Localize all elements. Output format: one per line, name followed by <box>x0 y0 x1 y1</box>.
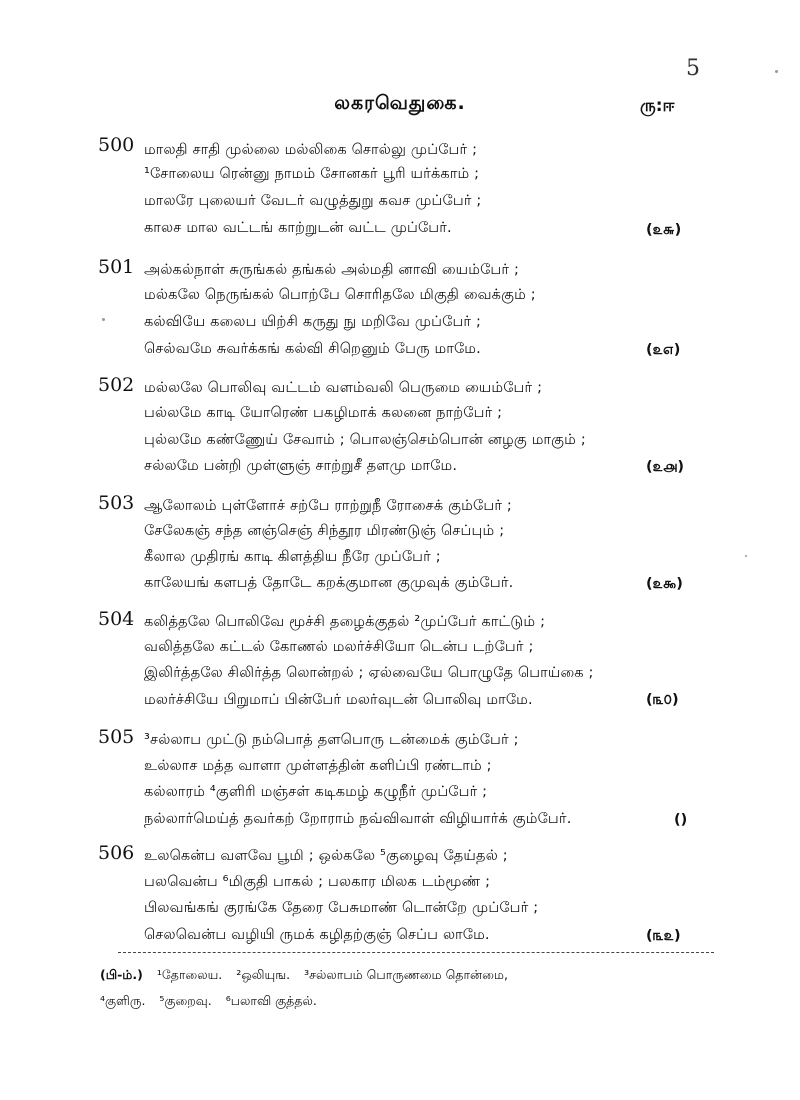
verse-line: கலித்தலே பொலிவே மூச்சி தழைக்குதல் ²முப்பேர் காட்டும் ; <box>144 614 546 630</box>
verse-line: மாலதி சாதி முல்லை மல்லிகை சொல்லு முப்பேர் ; <box>144 142 478 158</box>
verse-line: பல்லமே காடி யோரெண் பகழிமாக் கலனை நாற்பேர் ; <box>144 405 503 421</box>
footnote-item: ²ஒலியுங. <box>236 967 291 982</box>
verse-line: செல்வமே சுவர்க்கங் கல்வி சிறெனும் பேரு மாமே. <box>144 341 481 357</box>
verse-line: சேலேகஞ் சந்த னஞ்செஞ் சிந்தூர மிரண்டுஞ் செப்பும் ; <box>144 523 505 539</box>
verse-end-number: (௨௬) <box>646 222 682 238</box>
verse-number: 505 <box>98 726 135 748</box>
verse-line: காலேயங் களபத் தோடே கறக்குமான குமுவுக் கும்பேர். <box>144 575 514 591</box>
verse-line: கல்லாரம் ⁴குளிரி மஞ்சள் கடிகமழ் கழுநீர் முப்பேர் ; <box>144 784 488 800</box>
verse-end-number: () <box>674 812 688 828</box>
footnote-item: ⁵குறைவு. <box>159 993 212 1008</box>
footnote-divider <box>118 952 714 953</box>
verse-line: பலவென்ப ⁶மிகுதி பாகல் ; பலகார மிலக டம்மூண் ; <box>144 874 491 890</box>
verse-line: ¹சோலைய ரென்னு நாமம் சோனகர் பூரி யர்க்காம் ; <box>144 166 480 182</box>
verse-number: 502 <box>98 374 135 396</box>
footnote-item: ⁶பலாவி குத்தல். <box>225 993 317 1008</box>
verse-end-number: (௩௦) <box>646 692 679 708</box>
verse-line: வலித்தலே கட்டல் கோணல் மலர்ச்சியோ டென்ப டற்பேர் ; <box>144 639 534 655</box>
footnote-item: ³சல்லாபம் பொருணமை தொன்மை, <box>304 967 508 982</box>
verse-line: உலகென்ப வளவே பூமி ; ஒல்கலே ⁵குழைவு தேய்தல் ; <box>144 848 508 864</box>
verse-line: உல்லாச மத்த வாளா முள்ளத்தின் களிப்பி ரண்டாம் ; <box>144 758 492 774</box>
verse-line: அல்கல்நாள் சுருங்கல் தங்கல் அல்மதி னாவி யைம்பேர் ; <box>144 262 520 278</box>
footnote-label: (பி-ம்.) <box>100 967 143 982</box>
verse-line: ³சல்லாப முட்டு நம்பொத் தளபொரு டன்மைக் கும்பேர் ; <box>144 732 519 748</box>
verse-number: 500 <box>98 134 135 156</box>
scan-speck <box>102 318 105 321</box>
footnote-item: ¹தோலைய. <box>156 967 223 982</box>
verse-end-number: (௨௯) <box>646 576 683 592</box>
footnote-line <box>100 962 720 988</box>
verse-line: கீலால முதிரங் காடி கிளத்திய நீரே முப்பேர் ; <box>144 549 441 565</box>
verse-end-number: (௨௭) <box>646 342 681 358</box>
verse-line: நல்லார்மெய்த் தவர்கற் றோராம் நவ்விவாள் விழியார்க் கும்பேர். <box>144 811 572 827</box>
verse-line: மலர்ச்சியே பிறுமாப் பின்பேர் மலர்வுடன் பொலிவு மாமே. <box>144 692 533 708</box>
verse-line: கல்வியே கலைப யிற்சி கருது நு மறிவே முப்பேர் ; <box>144 314 482 330</box>
footnote-line <box>100 988 720 1014</box>
verse-line: இலிர்த்தலே சிலிர்த்த லொன்றல் ; ஏல்வையே பொழுதே பொய்கை ; <box>144 665 594 681</box>
verse-line: செலவென்ப வழியி ருமக் கழிதற்குஞ் செப்ப லாமே. <box>144 927 490 943</box>
verse-number: 501 <box>98 256 135 278</box>
verse-line: காலச மால வட்டங் காற்றுடன் வட்ட முப்பேர். <box>144 220 452 236</box>
verse-number: 506 <box>98 842 135 864</box>
footnotes <box>100 962 720 1014</box>
page-number: 5 <box>686 56 700 81</box>
footnote-item: ⁴குளிரு. <box>100 993 146 1008</box>
verse-end-number: (௩௨) <box>646 928 681 944</box>
verse-number: 504 <box>98 608 135 630</box>
verse-line: பிலவங்கங் குரங்கே தேரை பேசுமாண் டொன்றே முப்பேர் ; <box>144 900 539 916</box>
scan-speck <box>775 70 778 73</box>
section-mark: ரு:ஈ <box>640 96 675 116</box>
verse-line: சல்லமே பன்றி முள்ளுஞ் சாற்றுசீ தளமு மாமே. <box>144 458 458 474</box>
verse-line: ஆலோலம் புள்ளோச் சற்பே ராற்றுநீ ரோசைக் கும்பேர் ; <box>144 498 512 514</box>
verse-end-number: (௨௮) <box>646 459 684 475</box>
running-head: லகரவெதுகை. <box>334 92 466 114</box>
verse-line: மாலரே புலையர் வேடர் வழுத்துறு கவச முப்பேர் ; <box>144 193 482 209</box>
scan-speck <box>745 555 747 557</box>
verse-line: புல்லமே கண்ணுேய் சேவாம் ; பொலஞ்செம்பொன் னழகு மாகும் ; <box>144 432 586 448</box>
verse-line: மல்கலே நெருங்கல் பொற்பே சொரிதலே மிகுதி வைக்கும் ; <box>144 287 536 303</box>
verse-line: மல்லலே பொலிவு வட்டம் வளம்வலி பெருமை யைம்பேர் ; <box>144 380 543 396</box>
verse-number: 503 <box>98 492 135 514</box>
